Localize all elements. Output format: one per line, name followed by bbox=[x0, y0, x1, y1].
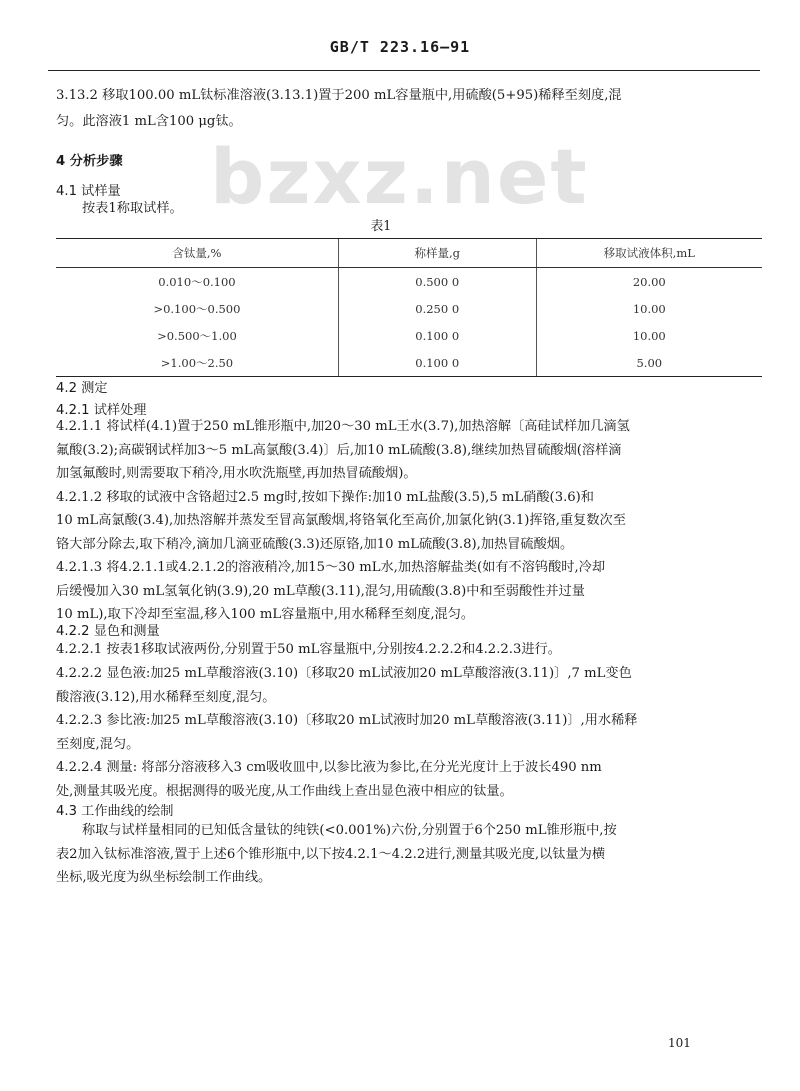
table-cell: 0.100 0 bbox=[338, 349, 536, 377]
table-cell: 0.250 0 bbox=[338, 295, 536, 322]
table-cell: >0.500～1.00 bbox=[157, 328, 237, 343]
standard-code-header: GB/T 223.16—91 bbox=[329, 38, 471, 56]
section-4-3-line-2: 表2加入钛标准溶液,置于上述6个锥形瓶中,以下按4.2.1～4.2.2进行,测量其吸光度,以钛量为横 bbox=[56, 847, 606, 862]
clause-4-2-2-4-line-2: 处,测量其吸光度。根据测得的吸光度,从工作曲线上查出显色液中相应的钛量。 bbox=[56, 784, 513, 799]
section-4-2-2-heading: 4.2.2 显色和测量 bbox=[56, 624, 160, 639]
clause-4-2-1-2-line-2: 10 mL高氯酸(3.4),加热溶解并蒸发至冒高氯酸烟,将铬氧化至高价,加氯化钠(3.1)挥铬,重复数次至 bbox=[56, 513, 626, 528]
table-row bbox=[56, 295, 762, 322]
clause-4-2-1-3-line-3: 10 mL),取下冷却至室温,移入100 mL容量瓶中,用水稀释至刻度,混匀。 bbox=[56, 607, 475, 622]
section-4-1-text: 按表1称取试样。 bbox=[82, 201, 183, 216]
section-4-3-line-3: 坐标,吸光度为纵坐标绘制工作曲线。 bbox=[56, 870, 272, 885]
table-header-cell: 含钛量,% bbox=[56, 239, 338, 268]
clause-4-2-2-4-line-1: 4.2.2.4 测量: 将部分溶液移入3 cm吸收皿中,以参比液为参比,在分光光度计上于波长490 nm bbox=[56, 760, 602, 775]
table-row bbox=[56, 349, 762, 377]
clause-4-2-2-3-line-2: 至刻度,混匀。 bbox=[56, 737, 140, 752]
clause-4-2-2-2-line-1: 4.2.2.2 显色液:加25 mL草酸溶液(3.10)〔移取20 mL试液加20 mL草酸溶液(3.11)〕,7 mL变色 bbox=[56, 666, 632, 681]
section-4-3-line-1: 称取与试样量相同的已知低含量钛的纯铁(<0.001%)六份,分别置于6个250 mL锥形瓶中,按 bbox=[82, 823, 617, 838]
table-header-cell: 称样量,g bbox=[338, 239, 536, 268]
section-4-3-heading: 4.3 工作曲线的绘制 bbox=[56, 804, 174, 819]
table-1-caption: 表1 bbox=[370, 219, 392, 234]
clause-4-2-1-2-line-3: 铬大部分除去,取下稍冷,滴加几滴亚硫酸(3.3)还原铬,加10 mL硫酸(3.8),加热冒硫酸烟。 bbox=[56, 537, 574, 552]
section-4-heading: 4 分析步骤 bbox=[56, 154, 123, 169]
table-1 bbox=[56, 238, 762, 377]
table-row bbox=[56, 268, 762, 296]
table-header-cell: 移取试液体积,mL bbox=[536, 239, 762, 268]
table-cell: 10.00 bbox=[536, 295, 762, 322]
table-cell: 20.00 bbox=[536, 268, 762, 296]
section-4-2-1-heading: 4.2.1 试样处理 bbox=[56, 403, 147, 418]
watermark: bzxz.net bbox=[210, 132, 589, 221]
clause-4-2-1-3-line-2: 后缓慢加入30 mL氢氧化钠(3.9),20 mL草酸(3.11),混匀,用硫酸(3.8)中和至弱酸性并过量 bbox=[56, 584, 585, 599]
clause-4-2-1-1-line-1: 4.2.1.1 将试样(4.1)置于250 mL锥形瓶中,加20～30 mL王水(3.7),加热溶解〔高硅试样加几滴氢 bbox=[56, 419, 630, 434]
table-header-row bbox=[56, 239, 762, 268]
clause-4-2-1-2-line-1: 4.2.1.2 移取的试液中含铬超过2.5 mg时,按如下操作:加10 mL盐酸(3.5),5 mL硝酸(3.6)和 bbox=[56, 490, 594, 505]
table-cell: 5.00 bbox=[536, 349, 762, 377]
clause-4-2-1-1-line-3: 加氢氟酸时,则需要取下稍冷,用水吹洗瓶壁,再加热冒硫酸烟)。 bbox=[56, 466, 417, 481]
clause-4-2-2-3-line-1: 4.2.2.3 参比液:加25 mL草酸溶液(3.10)〔移取20 mL试液时加20 mL草酸溶液(3.11)〕,用水稀释 bbox=[56, 713, 638, 728]
section-4-1-heading: 4.1 试样量 bbox=[56, 184, 121, 199]
clause-4-2-2-1-line-1: 4.2.2.1 按表1移取试液两份,分别置于50 mL容量瓶中,分别按4.2.2.2和4.2.2.3进行。 bbox=[56, 642, 561, 657]
clause-4-2-1-3-line-1: 4.2.1.3 将4.2.1.1或4.2.1.2的溶液稍冷,加15～30 mL水,加热溶解盐类(如有不溶钨酸时,冷却 bbox=[56, 560, 606, 575]
table-cell: >0.100～0.500 bbox=[153, 301, 241, 316]
clause-4-2-2-2-line-2: 酸溶液(3.12),用水稀释至刻度,混匀。 bbox=[56, 690, 276, 705]
table-cell: 0.100 0 bbox=[338, 322, 536, 349]
table-cell: >1.00～2.50 bbox=[56, 349, 338, 377]
table-cell: 10.00 bbox=[536, 322, 762, 349]
table-cell: 0.010～0.100 bbox=[158, 274, 236, 289]
clause-4-2-1-1-line-2: 氟酸(3.2);高碳钢试样加3～5 mL高氯酸(3.4)〕后,加10 mL硫酸(3.8),继续加热冒硫酸烟(溶样滴 bbox=[56, 443, 622, 458]
header-rule bbox=[48, 70, 760, 71]
table-row bbox=[56, 322, 762, 349]
page-number: 101 bbox=[668, 1036, 691, 1050]
section-4-2-heading: 4.2 测定 bbox=[56, 381, 108, 396]
clause-3-13-2-line-1: 3.13.2 移取100.00 mL钛标准溶液(3.13.1)置于200 mL容量瓶中,用硫酸(5+95)稀释至刻度,混 bbox=[56, 88, 622, 103]
table-cell: 0.500 0 bbox=[338, 268, 536, 296]
clause-3-13-2-line-2: 匀。此溶液1 mL含100 μg钛。 bbox=[56, 114, 242, 129]
